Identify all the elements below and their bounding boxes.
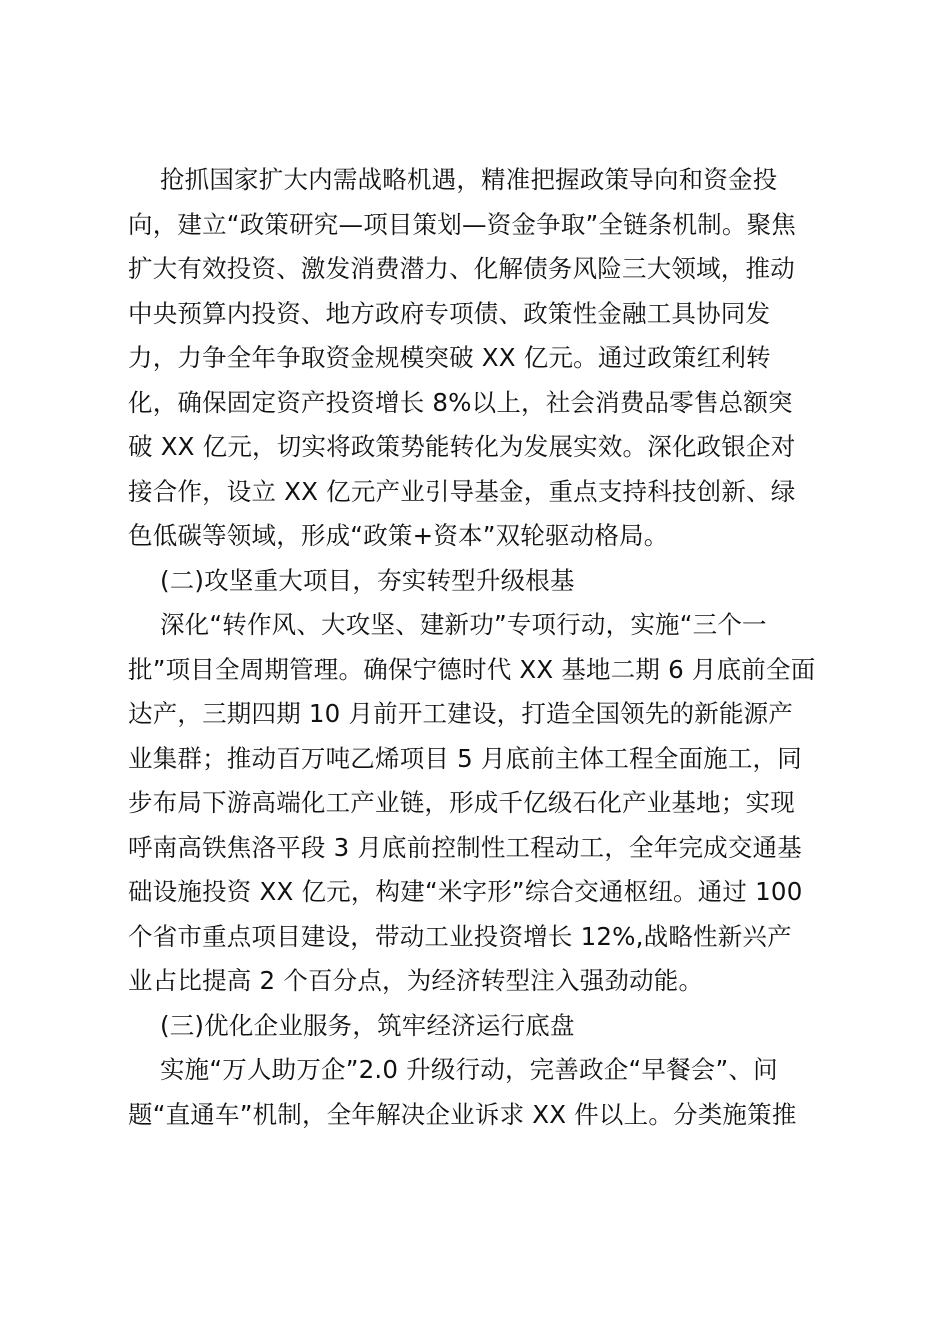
text-line-21: 实施“万人助万企”2.0 升级行动，完善政企“早餐会”、问 (128, 1055, 778, 1084)
text-line-9: 色低碳等领域，形成“政策+资本”双轮驱动格局。 (128, 521, 669, 550)
text-line-14: 业集群；推动百万吨乙烯项目 5 月底前主体工程全面施工，同 (128, 743, 802, 773)
text-line-15: 步布局下游高端化工产业链，形成千亿级石化产业基地；实现 (128, 788, 795, 817)
text-line-13: 达产，三期四期 10 月前开工建设，打造全国领先的新能源产 (128, 699, 794, 728)
section-heading-2: (二)攻坚重大项目，夯实转型升级根基 (128, 565, 575, 595)
document-body (128, 158, 828, 1137)
text-line-16: 呼南高铁焦洛平段 3 月底前控制性工程动工，全年完成交通基 (128, 832, 802, 862)
text-line-11: 深化“转作风、大攻坚、建新功”专项行动，实施“三个一 (128, 610, 767, 639)
text-line-8: 接合作，设立 XX 亿元产业引导基金，重点支持科技创新、绿 (128, 476, 796, 506)
text-line-4: 中央预算内投资、地方政府专项债、政策性金融工具协同发 (128, 298, 771, 328)
text-line-19: 业占比提高 2 个百分点，为经济转型注入强劲动能。 (128, 966, 704, 995)
text-line-3: 扩大有效投资、激发消费潜力、化解债务风险三大领域，推动 (128, 254, 795, 283)
text-line-6: 化，确保固定资产投资增长 8%以上，社会消费品零售总额突 (128, 387, 793, 417)
text-line-7: 破 XX 亿元，切实将政策势能转化为发展实效。深化政银企对 (128, 432, 796, 461)
text-line-5: 力，力争全年争取资金规模突破 XX 亿元。通过政策红利转 (128, 343, 771, 372)
text-line-17: 础设施投资 XX 亿元，构建“米字形”综合交通枢纽。通过 100 (128, 877, 803, 906)
text-line-22: 题“直通车”机制，全年解决企业诉求 XX 件以上。分类施策推 (128, 1099, 797, 1129)
text-line-12: 批”项目全周期管理。确保宁德时代 XX 基地二期 6 月底前全面 (128, 654, 816, 684)
section-heading-3: (三)优化企业服务，筑牢经济运行底盘 (128, 1010, 575, 1040)
text-line-2: 向，建立“政策研究—项目策划—资金争取”全链条机制。聚焦 (128, 209, 796, 239)
text-line-1: 抢抓国家扩大内需战略机遇，精准把握政策导向和资金投 (128, 165, 778, 194)
text-line-18: 个省市重点项目建设，带动工业投资增长 12%,战略性新兴产 (128, 921, 792, 951)
